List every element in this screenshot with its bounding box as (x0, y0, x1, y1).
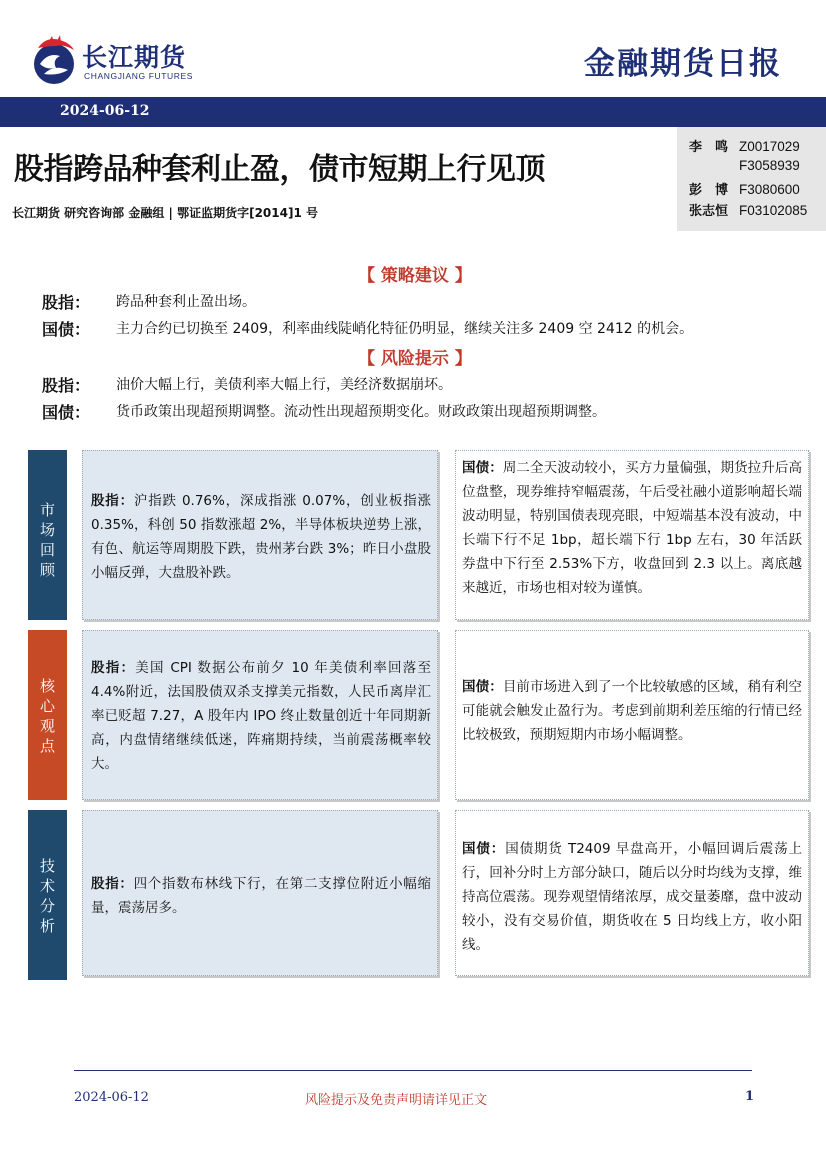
logo-english-name: CHANGJIANG FUTURES (84, 71, 194, 81)
tab-label: 技 术 分 析 (39, 857, 55, 935)
analyst-name: 张志恒 (689, 204, 729, 219)
analyst-license-id: F3058939 (739, 158, 800, 173)
panel-body: 国债期货 T2409 早盘高开，小幅回调后震荡上行，回补分时上方部分缺口，随后以分时均线为支撑，维持高位震荡。现券观望情绪浓厚，成交量萎靡，盘中波动较小，没有交易价值，期货收在 5 日均线上方，收小阳线。 (462, 841, 802, 953)
panel-label: 股指： (91, 493, 134, 509)
strategy-text-stock-index: 跨品种套利止盈出场。 (116, 294, 256, 310)
report-date: 2024-06-12 (60, 103, 150, 119)
risk-label-treasury: 国债： (42, 403, 91, 422)
analyst-name: 李 鸣 (689, 140, 729, 155)
page-number: 1 (745, 1089, 755, 1104)
panel-technical-treasury (455, 810, 809, 976)
analyst-row (689, 200, 807, 219)
footer-date: 2024-06-12 (74, 1090, 149, 1105)
panel-technical-stock (82, 810, 438, 976)
dragon-logo-icon (30, 34, 78, 86)
panel-text (462, 675, 802, 747)
analyst-row (689, 179, 800, 198)
risk-text-stock-index: 油价大幅上行，美债利率大幅上行，美经济数据崩坏。 (116, 377, 452, 393)
tab-technical-analysis (28, 810, 67, 980)
footer-disclaimer: 风险提示及免责声明请详见正文 (305, 1093, 488, 1108)
report-type-title: 金融期货日报 (584, 46, 782, 82)
analyst-row (689, 136, 800, 155)
panel-text (91, 872, 431, 920)
risk-text-treasury: 货币政策出现超预期调整。流动性出现超预期变化。财政政策出现超预期调整。 (116, 404, 606, 420)
analyst-name: 彭 博 (689, 183, 729, 198)
headline: 股指跨品种套利止盈，债市短期上行见顶 (14, 152, 545, 187)
panel-body: 美国 CPI 数据公布前夕 10 年美债利率回落至 4.4%附近，法国股债双杀支撑美元指数，人民币离岸汇率已贬超 7.27，A 股年内 IPO 终止数量创近十年同期新高，内盘情绪继续低迷，阵痛期持续，当前震荡概率较大。 (91, 660, 431, 772)
panel-body: 沪指跌 0.76%，深成指涨 0.07%，创业板指涨 0.35%，科创 50 指数涨超 2%，半导体板块逆势上涨，有色、航运等周期股下跌，贵州茅台跌 3%；昨日小盘股小幅反弹，大盘股补跌。 (91, 493, 431, 581)
logo-chinese-name: 长江期货 (82, 43, 187, 72)
panel-label: 国债： (462, 460, 503, 476)
analyst-box (677, 127, 826, 231)
analyst-license-id: Z0017029 (739, 139, 800, 154)
panel-text (462, 837, 802, 957)
panel-label: 股指： (91, 660, 136, 676)
panel-label: 国债： (462, 841, 506, 857)
panel-market-review-stock (82, 450, 438, 620)
analyst-license-id: F03102085 (739, 203, 808, 218)
strategy-text-treasury: 主力合约已切换至 2409，利率曲线陡峭化特征仍明显，继续关注多 2409 空 2412 的机会。 (116, 321, 694, 337)
panel-text (462, 456, 802, 600)
panel-body: 目前市场进入到了一个比较敏感的区域，稍有利空可能就会触发止盈行为。考虑到前期利差压缩的行情已经比较极致，预期短期内市场小幅调整。 (462, 679, 802, 743)
tab-label: 核 心 观 点 (39, 677, 55, 755)
strategy-label-treasury: 国债： (42, 320, 91, 339)
panel-label: 股指： (91, 876, 134, 892)
footer-divider (74, 1070, 752, 1071)
company-logo (30, 34, 230, 86)
analyst-row (689, 158, 800, 174)
strategy-label-stock-index: 股指： (42, 293, 91, 312)
tab-core-view (28, 630, 67, 800)
panel-text (91, 489, 431, 585)
strategy-section-title: 【 策略建议 】 (358, 266, 472, 286)
panel-body: 周二全天波动较小，买方力量偏强，期货拉升后高位盘整，现券维持窄幅震荡，午后受社融小道影响超长端波动明显，特别国债表现亮眼，中短端基本没有波动，中长端下行不足 1bp，超长端下行 1bp 左右，30 年活跃券盘中下行至 2.53%下方，收盘回到 2.3 以上。离底越来越近，市场也相对较为谨慎。 (462, 460, 802, 596)
panel-label: 国债： (462, 679, 503, 695)
risk-label-stock-index: 股指： (42, 376, 91, 395)
panel-core-view-stock (82, 630, 438, 800)
tab-market-review (28, 450, 67, 620)
panel-text (91, 656, 431, 776)
panel-core-view-treasury (455, 630, 809, 800)
panel-market-review-treasury (455, 450, 809, 620)
risk-section-title: 【 风险提示 】 (358, 349, 472, 369)
analyst-license-id: F3080600 (739, 182, 800, 197)
organization-line: 长江期货 研究咨询部 金融组 | 鄂证监期货字[2014]1 号 (12, 206, 318, 220)
panel-body: 四个指数布林线下行，在第二支撑位附近小幅缩量，震荡居多。 (91, 876, 432, 916)
tab-label: 市 场 回 顾 (39, 501, 55, 579)
